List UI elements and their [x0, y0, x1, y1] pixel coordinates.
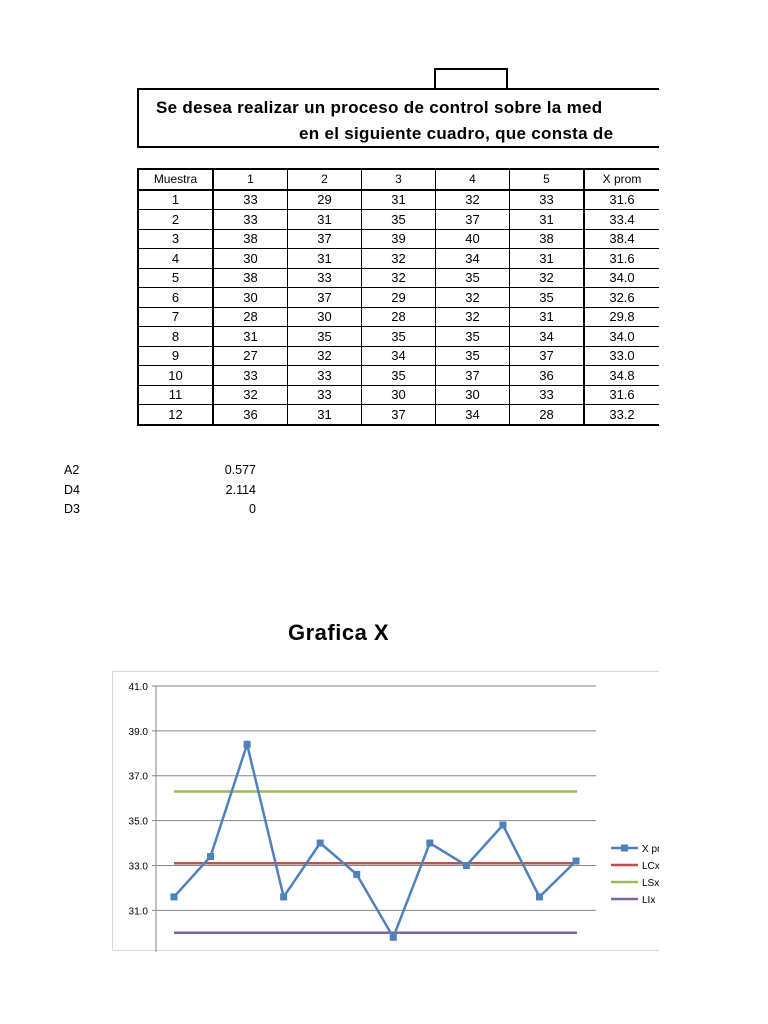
measurement-cell: 35 — [510, 288, 585, 308]
sample-number-cell: 4 — [138, 249, 213, 269]
mean-cell: 34.0 — [584, 268, 659, 288]
measurement-cell: 30 — [362, 385, 436, 405]
measurement-cell: 35 — [436, 327, 510, 347]
data-point-marker — [171, 893, 178, 900]
constant-value: 2.114 — [225, 482, 256, 497]
column-header: 2 — [288, 169, 362, 190]
legend-marker — [621, 845, 628, 852]
measurement-cell: 28 — [362, 307, 436, 327]
measurement-cell: 31 — [288, 405, 362, 425]
legend-label: LIx — [642, 895, 656, 906]
measurement-cell: 37 — [436, 210, 510, 230]
sample-number-cell: 12 — [138, 405, 213, 425]
problem-statement-line-2: en el siguiente cuadro, que consta de — [299, 124, 614, 143]
data-point-marker — [244, 741, 251, 748]
mean-cell: 31.6 — [584, 190, 659, 210]
table-row — [138, 346, 659, 366]
sample-number-cell: 11 — [138, 385, 213, 405]
measurement-cell: 32 — [436, 190, 510, 210]
measurement-cell: 34 — [510, 327, 585, 347]
measurement-cell: 35 — [362, 366, 436, 386]
measurement-cell: 37 — [288, 288, 362, 308]
measurement-cell: 35 — [362, 210, 436, 230]
mean-cell: 32.6 — [584, 288, 659, 308]
measurement-cell: 38 — [213, 268, 288, 288]
measurement-cell: 33 — [213, 190, 288, 210]
measurement-cell: 32 — [510, 268, 585, 288]
column-header: 4 — [436, 169, 510, 190]
measurement-cell: 28 — [213, 307, 288, 327]
table-row — [138, 190, 659, 210]
column-header: 3 — [362, 169, 436, 190]
measurement-cell: 33 — [213, 210, 288, 230]
table-header-row — [138, 169, 659, 190]
measurement-cell: 37 — [510, 346, 585, 366]
table-row — [138, 405, 659, 425]
mean-cell: 34.8 — [584, 366, 659, 386]
series-line-x-prom — [174, 744, 576, 937]
measurement-cell: 27 — [213, 346, 288, 366]
sample-number-cell: 3 — [138, 229, 213, 249]
measurement-cell: 34 — [436, 405, 510, 425]
measurement-cell: 32 — [213, 385, 288, 405]
sample-number-cell: 5 — [138, 268, 213, 288]
measurement-cell: 31 — [213, 327, 288, 347]
measurement-cell: 30 — [213, 249, 288, 269]
mean-cell: 33.0 — [584, 346, 659, 366]
column-header: 1 — [213, 169, 288, 190]
measurement-cell: 29 — [288, 190, 362, 210]
table-row — [138, 210, 659, 230]
measurement-cell: 28 — [510, 405, 585, 425]
y-tick-label: 41.0 — [128, 682, 148, 693]
constant-name: D3 — [64, 502, 80, 516]
sample-number-cell: 7 — [138, 307, 213, 327]
measurement-cell: 31 — [288, 249, 362, 269]
table-row — [138, 366, 659, 386]
data-point-marker — [499, 822, 506, 829]
mean-cell: 38.4 — [584, 229, 659, 249]
measurement-cell: 33 — [288, 385, 362, 405]
table-row — [138, 307, 659, 327]
sample-number-cell: 2 — [138, 210, 213, 230]
measurement-cell: 33 — [213, 366, 288, 386]
measurement-cell: 33 — [288, 366, 362, 386]
measurement-cell: 39 — [362, 229, 436, 249]
sample-number-cell: 6 — [138, 288, 213, 308]
constant-name: A2 — [64, 463, 80, 477]
measurement-cell: 36 — [510, 366, 585, 386]
measurement-cell: 30 — [213, 288, 288, 308]
measurement-cell: 37 — [362, 405, 436, 425]
constant-value: 0.577 — [224, 463, 256, 477]
y-tick-label: 35.0 — [128, 816, 148, 828]
measurement-cell: 35 — [288, 327, 362, 347]
measurement-cell: 33 — [510, 385, 585, 405]
data-point-marker — [280, 893, 287, 900]
legend-label: LSx — [642, 878, 660, 889]
constant-name: D4 — [64, 482, 80, 497]
y-tick-label: 39.0 — [128, 726, 148, 738]
table-row — [138, 327, 659, 347]
measurement-cell: 32 — [288, 346, 362, 366]
measurement-cell: 32 — [436, 288, 510, 308]
mean-cell: 33.2 — [584, 405, 659, 425]
column-header: 5 — [510, 169, 585, 190]
sample-number-cell: 10 — [138, 366, 213, 386]
measurement-cell: 31 — [510, 210, 585, 230]
y-tick-label: 33.0 — [128, 861, 148, 873]
measurement-cell: 33 — [510, 190, 585, 210]
data-point-marker — [463, 862, 470, 869]
table-row — [138, 229, 659, 249]
mean-cell: 31.6 — [584, 385, 659, 405]
measurement-cell: 40 — [436, 229, 510, 249]
sample-number-cell: 9 — [138, 346, 213, 366]
column-header: X prom — [584, 169, 659, 190]
measurement-cell: 32 — [362, 249, 436, 269]
table-row — [138, 268, 659, 288]
chart-title: Grafica X — [288, 620, 390, 645]
table-row — [138, 249, 659, 269]
constant-value: 0 — [249, 502, 256, 516]
measurement-cell: 31 — [510, 249, 585, 269]
measurement-cell: 33 — [288, 268, 362, 288]
y-tick-label: 31.0 — [128, 906, 148, 918]
measurement-cell: 37 — [436, 366, 510, 386]
y-tick-label: 37.0 — [128, 771, 148, 783]
data-point-marker — [317, 840, 324, 847]
sample-number-cell: 1 — [138, 190, 213, 210]
measurement-cell: 31 — [510, 307, 585, 327]
measurement-cell: 35 — [436, 268, 510, 288]
mean-cell: 31.6 — [584, 249, 659, 269]
measurement-cell: 37 — [288, 229, 362, 249]
data-point-marker — [426, 840, 433, 847]
chart-area — [112, 671, 659, 951]
data-point-marker — [207, 853, 214, 860]
table-row — [138, 288, 659, 308]
measurement-cell: 30 — [436, 385, 510, 405]
mean-cell: 29.8 — [584, 307, 659, 327]
mean-cell: 33.4 — [584, 210, 659, 230]
measurement-cell: 35 — [362, 327, 436, 347]
measurement-cell: 34 — [436, 249, 510, 269]
data-point-marker — [353, 871, 360, 878]
measurement-cell: 38 — [510, 229, 585, 249]
samples-table — [137, 168, 659, 426]
measurement-cell: 29 — [362, 288, 436, 308]
measurement-cell: 32 — [362, 268, 436, 288]
problem-statement-box — [137, 88, 659, 148]
measurement-cell: 38 — [213, 229, 288, 249]
legend-label: LCx — [642, 861, 660, 872]
measurement-cell: 34 — [362, 346, 436, 366]
legend-label: X pr — [642, 844, 661, 855]
column-header: Muestra — [138, 169, 213, 190]
measurement-cell: 31 — [288, 210, 362, 230]
measurement-cell: 35 — [436, 346, 510, 366]
problem-statement-line-1: Se desea realizar un proceso de control sobre la med — [156, 98, 603, 117]
sample-number-cell: 8 — [138, 327, 213, 347]
data-point-marker — [536, 893, 543, 900]
control-chart — [113, 672, 659, 952]
data-point-marker — [573, 857, 580, 864]
measurement-cell: 32 — [436, 307, 510, 327]
measurement-cell: 30 — [288, 307, 362, 327]
mean-cell: 34.0 — [584, 327, 659, 347]
header-tab-cell — [434, 68, 508, 88]
data-point-marker — [390, 934, 397, 941]
measurement-cell: 31 — [362, 190, 436, 210]
measurement-cell: 36 — [213, 405, 288, 425]
table-row — [138, 385, 659, 405]
